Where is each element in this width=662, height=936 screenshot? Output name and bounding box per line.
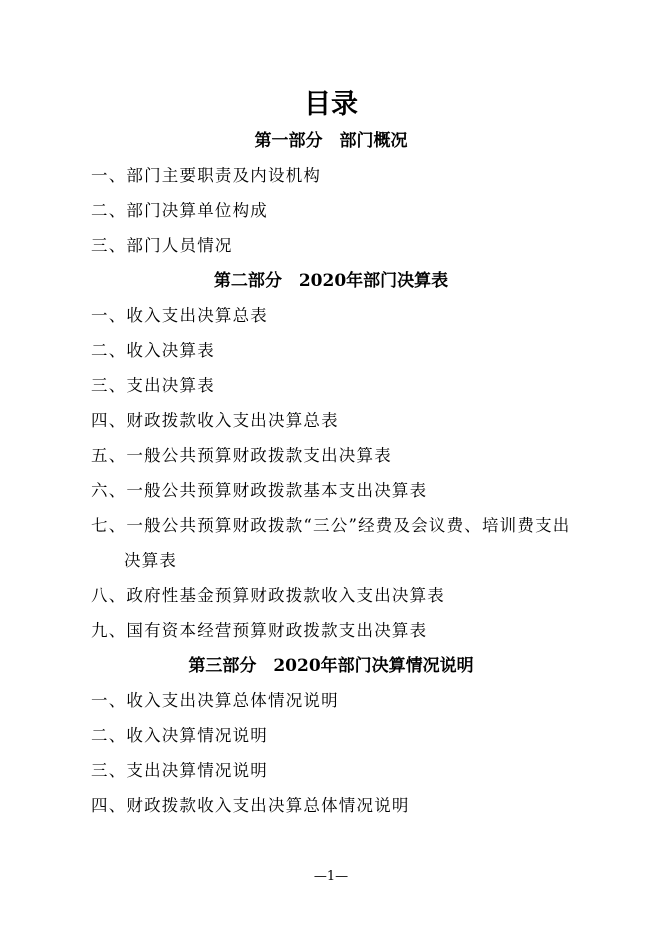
- section-heading-part1: 第一部分 部门概况: [254, 131, 408, 151]
- page-number: —1—: [313, 869, 349, 884]
- toc-item: [91, 165, 321, 187]
- toc-item: [91, 200, 268, 222]
- toc-item-number: 二、: [91, 341, 127, 360]
- toc-item: [91, 725, 268, 747]
- toc-item-text: 收入决算表: [126, 341, 215, 360]
- toc-item-number: 四、: [91, 411, 127, 430]
- toc-item-number: 二、: [91, 201, 127, 220]
- toc-item-number: 七、: [91, 516, 127, 535]
- toc-item-text: 一般公共预算财政拨款支出决算表: [126, 446, 392, 465]
- section-heading-part2: 第二部分 2020年部门决算表: [213, 271, 449, 291]
- toc-item: [91, 795, 410, 817]
- section-heading-part3: 第三部分 2020年部门决算情况说明: [188, 656, 474, 676]
- toc-item: [91, 480, 427, 502]
- toc-item-text: 部门决算单位构成: [126, 201, 269, 220]
- toc-item: [91, 305, 268, 327]
- toc-item-text: 财政拨款收入支出决算总体情况说明: [126, 796, 410, 815]
- toc-item: [91, 235, 233, 257]
- toc-item-text: 政府性基金预算财政拨款收入支出决算表: [126, 586, 446, 605]
- toc-item-text: 财政拨款收入支出决算总表: [126, 411, 339, 430]
- toc-item-text: 部门人员情况: [126, 236, 233, 255]
- toc-item-number: 八、: [91, 586, 127, 605]
- toc-item-number: 四、: [91, 796, 127, 815]
- toc-item: [91, 620, 427, 642]
- toc-item-text: 一般公共预算财政拨款基本支出决算表: [126, 481, 428, 500]
- toc-item-text: 一般公共预算财政拨款“三公”经费及会议费、培训费支出: [126, 516, 571, 535]
- toc-item-text: 决算表: [124, 551, 178, 570]
- toc-item-text: 国有资本经营预算财政拨款支出决算表: [126, 621, 428, 640]
- toc-item-number: 五、: [91, 446, 127, 465]
- toc-item: [91, 585, 445, 607]
- toc-item: [91, 515, 570, 537]
- toc-item: [91, 375, 215, 397]
- toc-item-number: 一、: [91, 306, 127, 325]
- page-title: 目录: [304, 89, 358, 120]
- toc-item: [91, 690, 339, 712]
- toc-item-number: 二、: [91, 726, 127, 745]
- toc-item-number: 一、: [91, 166, 127, 185]
- toc-item: [91, 410, 339, 432]
- toc-item-number: 六、: [91, 481, 127, 500]
- toc-item-text: 支出决算表: [126, 376, 215, 395]
- toc-item-number: 三、: [91, 236, 127, 255]
- toc-item-text: 收入决算情况说明: [126, 726, 269, 745]
- toc-item-text: 支出决算情况说明: [126, 761, 269, 780]
- toc-item-text: 收入支出决算总表: [126, 306, 269, 325]
- toc-item: [91, 340, 215, 362]
- toc-item-number: 一、: [91, 691, 127, 710]
- toc-item-number: 三、: [91, 376, 127, 395]
- toc-item-text: 部门主要职责及内设机构: [126, 166, 322, 185]
- toc-item-number: 三、: [91, 761, 127, 780]
- toc-item-number: 九、: [91, 621, 127, 640]
- toc-item: [91, 760, 268, 782]
- toc-item: [91, 445, 392, 467]
- toc-item-text: 收入支出决算总体情况说明: [126, 691, 339, 710]
- toc-item-continuation: [124, 550, 177, 572]
